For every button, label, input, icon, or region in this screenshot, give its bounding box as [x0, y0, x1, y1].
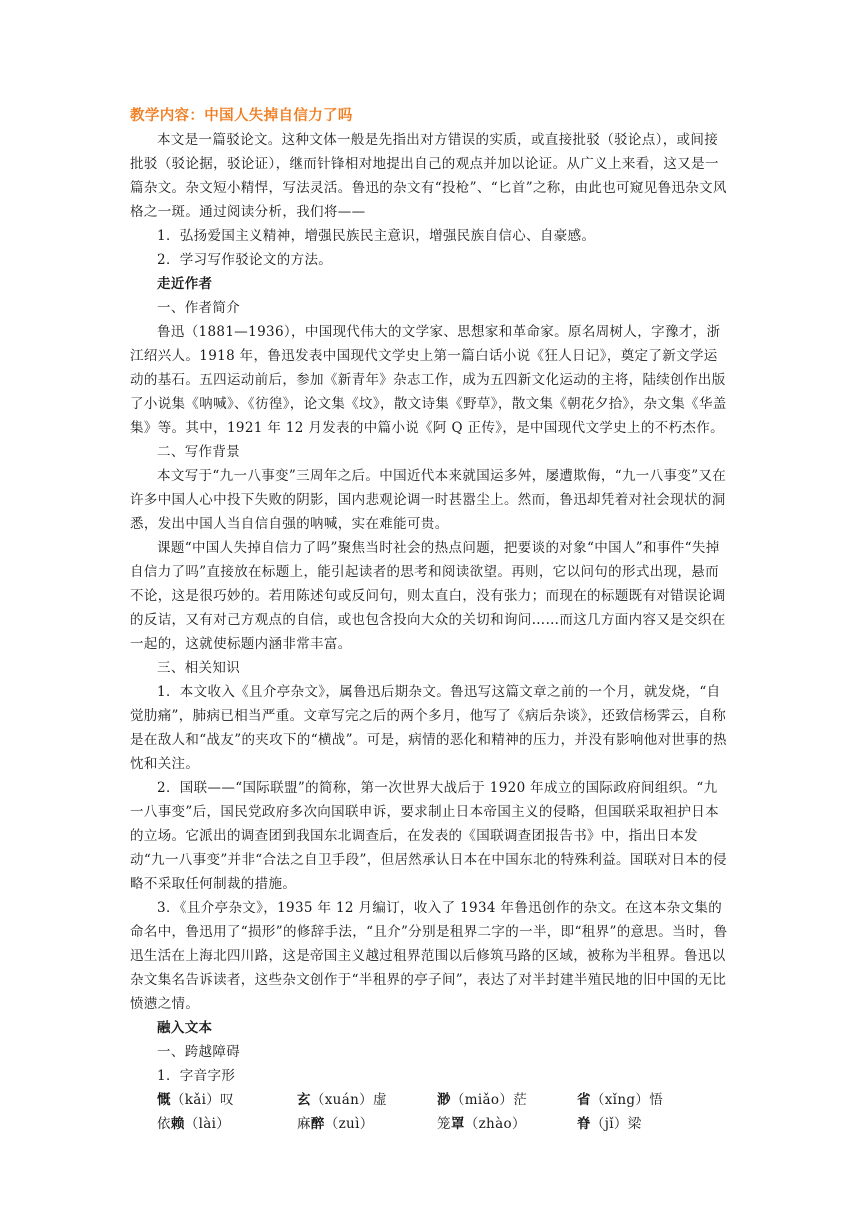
- section-heading-text: 融入文本: [157, 1020, 213, 1036]
- vocab-pre: 麻: [297, 1116, 311, 1132]
- vocab-item: [297, 1112, 437, 1136]
- vocab-rest: （xǐng）悟: [590, 1092, 664, 1108]
- knowledge-item: 1．本文收入《且介亭杂文》，属鲁迅后期杂文。鲁迅写这篇文章之前的一个月，就发烧，“自觉肋痛”，肺病已相当严重。文章写完之后的两个多月，他写了《病后杂谈》，还致信杨霁云，自称是在敌人和“战友”的夹攻下的“横战”。可是，病情的恶化和精神的压力，并没有影响他对世事的热忱和关注。: [130, 684, 727, 772]
- vocab-char: 省: [577, 1092, 591, 1108]
- vocab-char: 玄: [297, 1092, 311, 1108]
- vocab-char: 脊: [577, 1116, 591, 1132]
- background-subheading: 二、写作背景: [157, 444, 241, 460]
- vocab-rest: （kǎi）叹: [170, 1092, 235, 1108]
- background-paragraph: 课题“中国人失掉自信力了吗”聚焦当时社会的热点问题，把要谈的对象“中国人”和事件“失掉自信力了吗”直接放在标题上，能引起读者的思考和阅读欲望。再则，它以问句的形式出现，悬而不论，这是很巧妙的。若用陈述句或反问句，则太直白，没有张力；而现在的标题既有对错误论调的反诘，又有对己方观点的自信，或也包含投向大众的关切和询问……而这几方面内容又是交织在一起的，这就使标题内涵非常丰富。: [130, 540, 726, 652]
- vocab-pre: 笼: [437, 1116, 451, 1132]
- vocab-item: [577, 1112, 717, 1136]
- knowledge-item: 3．《且介亭杂文》，1935 年 12 月编订，收入了 1934 年鲁迅创作的杂文。在这本杂文集的命名中，鲁迅用了“损形”的修辞手法，“且介”分别是租界二字的一半，即“租界”的意思。当时，鲁迅生活在上海北四川路，这是帝国主义越过租界范围以后修筑马路的区域，被称为半租界。鲁迅以杂文集名告诉读者，这些杂文创作于“半租界的亭子间”，表达了对半封建半殖民地的旧中国的无比愤懑之情。: [130, 900, 728, 1012]
- vocab-item: [157, 1112, 297, 1136]
- vocab-item: [437, 1112, 577, 1136]
- author-subheading: 一、作者简介: [157, 300, 241, 316]
- document-body: [130, 104, 730, 1136]
- vocab-char: 渺: [437, 1092, 451, 1108]
- background-paragraph: 本文写于“九一八事变”三周年之后。中国近代本来就国运多舛，屡遭欺侮，“九一八事变”又在许多中国人心中投下失败的阴影，国内悲观论调一时甚嚣尘上。然而，鲁迅却凭着对社会现状的洞悉，发出中国人当自信自强的呐喊，实在难能可贵。: [130, 468, 727, 532]
- vocab-pre: 依: [157, 1116, 171, 1132]
- pronunciation-subheading: 1．字音字形: [157, 1068, 236, 1084]
- vocab-char: 罩: [450, 1116, 465, 1132]
- section-heading-author: 走近作者: [157, 276, 213, 292]
- vocab-rest: （xuán）虚: [310, 1092, 387, 1108]
- vocab-item: [577, 1088, 717, 1112]
- author-paragraph: 鲁迅（1881—1936），中国现代伟大的文学家、思想家和革命家。原名周树人，字豫才，浙江绍兴人。1918 年，鲁迅发表中国现代文学史上第一篇白话小说《狂人日记》，奠定了新文学运动的基石。五四运动前后，参加《新青年》杂志工作，成为五四新文化运动的主将，陆续创作出版了小说集《呐喊》、《彷徨》，论文集《坟》，散文诗集《野草》，散文集《朝花夕拾》，杂文集《华盖集》等。其中，1921 年 12 月发表的中篇小说《阿 Q 正传》，是中国现代文学史上的不朽杰作。: [130, 324, 727, 436]
- vocab-row: [130, 1112, 730, 1136]
- vocab-item: [297, 1088, 437, 1112]
- intro-paragraph: 本文是一篇驳论文。这种文体一般是先指出对方错误的实质，或直接批驳（驳论点），或间接批驳（驳论据，驳论证），继而针锋相对地提出自己的观点并加以论证。从广义上来看，这又是一篇杂文。杂文短小精悍，写法灵活。鲁迅的杂文有“投枪”、“匕首”之称，由此也可窥见鲁迅杂文风格之一斑。通过阅读分析，我们将——: [130, 132, 727, 220]
- vocab-char: 赖: [170, 1116, 185, 1132]
- vocab-item: [437, 1088, 577, 1112]
- vocab-rest: （zhào）: [464, 1116, 526, 1132]
- page-title: 教学内容：中国人失掉自信力了吗: [130, 108, 353, 124]
- vocab-char: 慨: [157, 1092, 171, 1108]
- goal-item: 2．学习写作驳论文的方法。: [157, 252, 333, 268]
- goal-item: 1．弘扬爱国主义精神，增强民族民主意识，增强民族自信心、自豪感。: [157, 228, 596, 244]
- knowledge-subheading: 三、相关知识: [157, 660, 241, 676]
- obstacles-subheading: 一、跨越障碍: [157, 1044, 241, 1060]
- vocab-row: [130, 1088, 730, 1112]
- vocab-char: 醉: [310, 1116, 325, 1132]
- vocab-rest: （zuì）: [324, 1116, 374, 1132]
- knowledge-item: 2．国联——“国际联盟”的简称，第一次世界大战后于 1920 年成立的国际政府间组织。“九一八事变”后，国民党政府多次向国联申诉，要求制止日本帝国主义的侵略，但国联采取袒护日本的立场。它派出的调查团到我国东北调查后，在发表的《国联调查团报告书》中，指出日本发动“九一八事变”并非“合法之自卫手段”，但居然承认日本在中国东北的特殊利益。国联对日本的侵略不采取任何制裁的措施。: [130, 780, 727, 892]
- vocab-rest: （lài）: [184, 1116, 231, 1132]
- vocab-rest: （jǐ）梁: [590, 1116, 642, 1132]
- vocab-item: [157, 1088, 297, 1112]
- vocab-rest: （miǎo）茫: [450, 1092, 528, 1108]
